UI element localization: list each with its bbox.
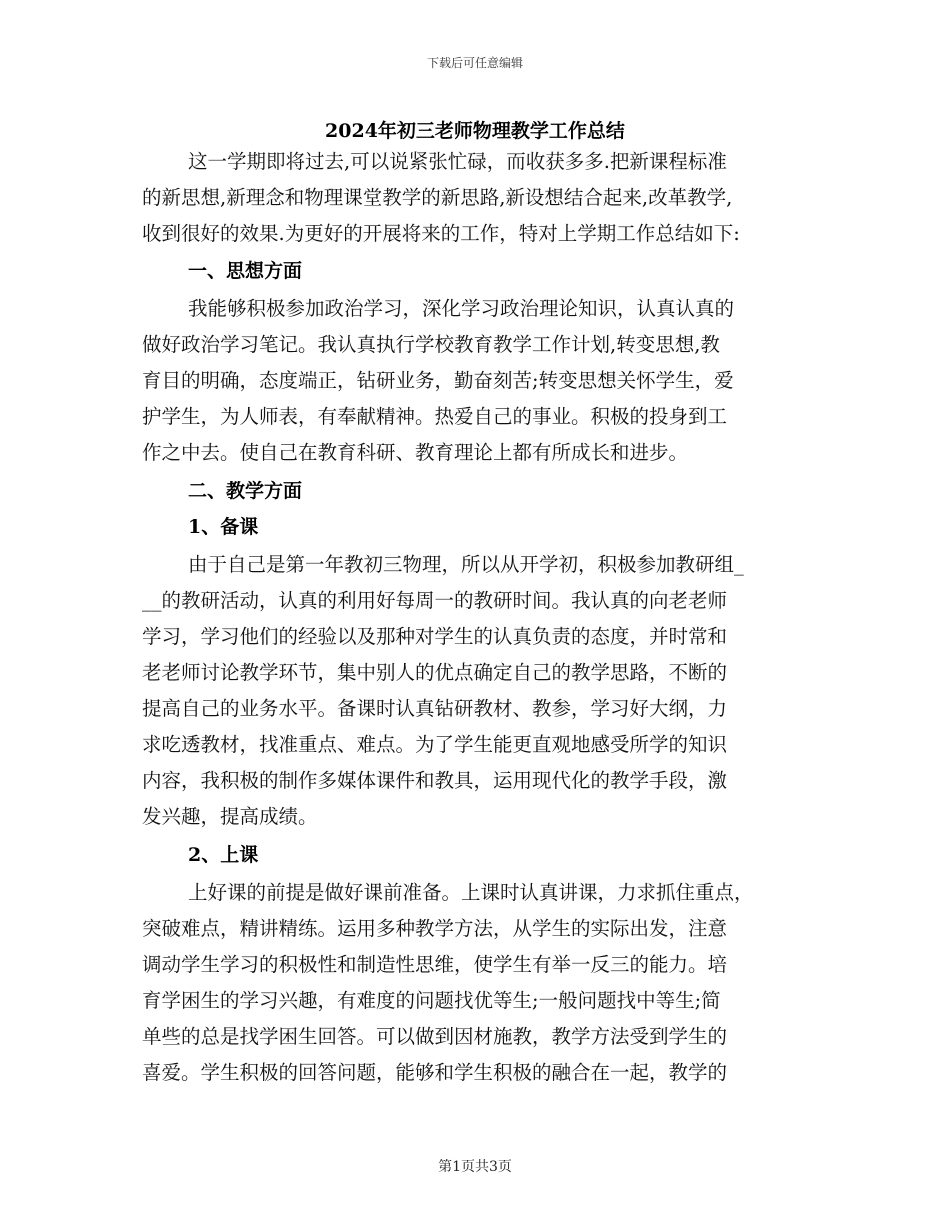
paragraph-line: 单些的总是找学困生回答。可以做到因材施教，教学方法受到学生的	[142, 1025, 728, 1048]
paragraph-line: 由于自己是第一年教初三物理，所以从开学初，积极参加教研组_	[188, 553, 744, 576]
paragraph-line: 护学生，为人师表，有奉献精神。热爱自己的事业。积极的投身到工	[142, 405, 728, 428]
subsection-heading: 2、上课	[188, 844, 259, 866]
paragraph-line: __的教研活动，认真的利用好每周一的教研时间。我认真的向老老师	[142, 589, 728, 612]
paragraph-line: 喜爱。学生积极的回答问题，能够和学生积极的融合在一起，教学的	[142, 1061, 728, 1084]
section-heading: 一、思想方面	[188, 260, 303, 282]
page-footer: 第1页共3页	[438, 1159, 512, 1175]
paragraph-line: 调动学生学习的积极性和制造性思维，使学生有举一反三的能力。培	[142, 953, 728, 976]
paragraph-line: 做好政治学习笔记。我认真执行学校教育教学工作计划,转变思想,教	[142, 333, 720, 356]
paragraph-line: 内容，我积极的制作多媒体课件和教具，运用现代化的教学手段，激	[142, 769, 728, 792]
paragraph-line: 求吃透教材，找准重点、难点。为了学生能更直观地感受所学的知识	[142, 733, 728, 756]
subsection-heading: 1、备课	[188, 516, 259, 538]
page-header: 下载后可任意编辑	[426, 56, 523, 70]
paragraph-line: 学习，学习他们的经验以及那种对学生的认真负责的态度，并时常和	[142, 625, 728, 648]
paragraph-line: 这一学期即将过去,可以说紧张忙碌，而收获多多.把新课程标准	[188, 150, 727, 173]
paragraph-line: 老老师讨论教学环节，集中别人的优点确定自己的教学思路，不断的	[142, 661, 728, 684]
paragraph-line: 上好课的前提是做好课前准备。上课时认真讲课，力求抓住重点，	[188, 881, 754, 904]
paragraph-line: 作之中去。使自己在教育科研、教育理论上都有所成长和进步。	[142, 441, 689, 464]
paragraph-line: 的新思想,新理念和物理课堂教学的新思路,新设想结合起来,改革教学,	[142, 186, 733, 209]
paragraph-line: 提高自己的业务水平。备课时认真钻研教材、教参，学习好大纲，力	[142, 697, 728, 720]
paragraph-line: 收到很好的效果.为更好的开展将来的工作，特对上学期工作总结如下:	[142, 222, 740, 245]
section-heading: 二、教学方面	[188, 480, 303, 502]
paragraph-line: 育学困生的学习兴趣，有难度的问题找优等生;一般问题找中等生;简	[142, 989, 721, 1012]
paragraph-line: 突破难点，精讲精练。运用多种教学方法，从学生的实际出发，注意	[142, 917, 728, 940]
document-title: 2024年初三老师物理教学工作总结	[325, 120, 625, 142]
paragraph-line: 我能够积极参加政治学习，深化学习政治理论知识，认真认真的	[188, 297, 735, 320]
paragraph-line: 育目的明确，态度端正，钻研业务，勤奋刻苦;转变思想关怀学生，爱	[142, 369, 734, 392]
paragraph-line: 发兴趣，提高成绩。	[142, 805, 318, 828]
